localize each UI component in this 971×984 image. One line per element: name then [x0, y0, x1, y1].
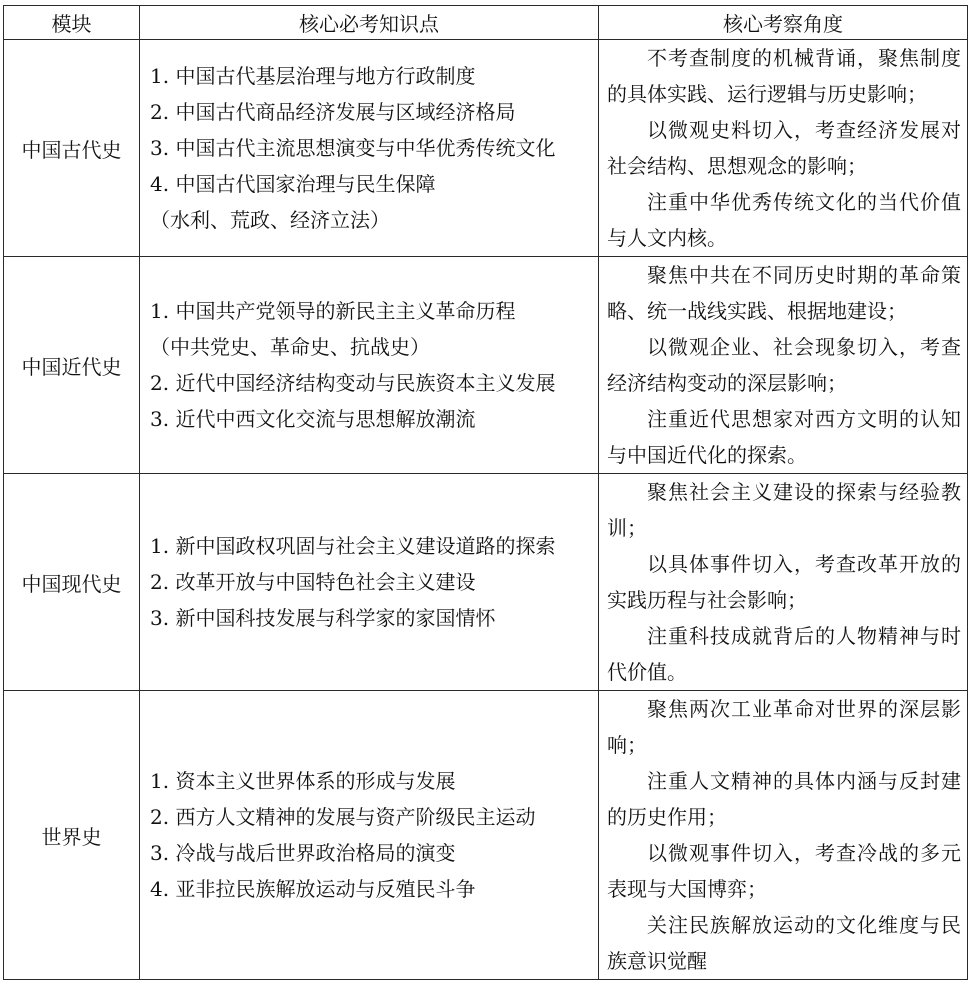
- header-module: 模块: [4, 6, 140, 40]
- point-item: 1. 新中国政权巩固与社会主义建设道路的探索: [150, 534, 556, 558]
- point-item: 2. 中国古代商品经济发展与区域经济格局: [150, 100, 516, 124]
- angle-paragraph: 聚焦中共在不同历史时期的革命策略、统一战线实践、根据地建设；: [607, 263, 961, 323]
- points-cell: [140, 40, 599, 257]
- point-item: 1. 中国古代基层治理与地方行政制度: [150, 64, 476, 88]
- point-item: 2. 改革开放与中国特色社会主义建设: [150, 570, 476, 594]
- points-cell: [140, 257, 599, 474]
- header-angles: 核心考察角度: [599, 6, 968, 40]
- table-row: [4, 40, 968, 257]
- angle-paragraph: 以微观史料切入，考查经济发展对社会结构、思想观念的影响；: [607, 118, 961, 178]
- table-row: [4, 474, 968, 691]
- point-item: 4. 亚非拉民族解放运动与反殖民斗争: [150, 877, 476, 901]
- point-item: 1. 中国共产党领导的新民主主义革命历程: [150, 299, 516, 323]
- points-cell: [140, 474, 599, 691]
- point-item: 1. 资本主义世界体系的形成与发展: [150, 769, 456, 793]
- point-note: （水利、荒政、经济立法）: [150, 208, 390, 232]
- angle-paragraph: 注重人文精神的具体内涵与反封建的历史作用；: [607, 769, 961, 829]
- angle-paragraph: 以微观企业、社会现象切入，考查经济结构变动的深层影响；: [607, 335, 961, 395]
- angle-paragraph: 不考查制度的机械背诵，聚焦制度的具体实践、运行逻辑与历史影响；: [607, 46, 961, 106]
- table-row: [4, 691, 968, 980]
- module-cell: 中国现代史: [4, 474, 140, 691]
- angles-cell: [599, 40, 968, 257]
- angle-paragraph: 关注民族解放运动的文化维度与民族意识觉醒: [607, 913, 961, 973]
- angles-cell: [599, 474, 968, 691]
- angle-paragraph: 以微观事件切入，考查冷战的多元表现与大国博弈；: [607, 841, 961, 901]
- points-cell: [140, 691, 599, 980]
- table-row: [4, 257, 968, 474]
- angle-paragraph: 注重近代思想家对西方文明的认知与中国近代化的探索。: [607, 407, 961, 467]
- module-cell: 中国近代史: [4, 257, 140, 474]
- point-note: （中共党史、革命史、抗战史）: [150, 335, 430, 359]
- angles-cell: [599, 257, 968, 474]
- angles-cell: [599, 691, 968, 980]
- angle-paragraph: 注重科技成就背后的人物精神与时代价值。: [607, 624, 961, 684]
- module-cell: 世界史: [4, 691, 140, 980]
- angle-paragraph: 注重中华优秀传统文化的当代价值与人文内核。: [607, 190, 961, 250]
- point-item: 3. 新中国科技发展与科学家的家国情怀: [150, 606, 496, 630]
- angle-paragraph: 聚焦社会主义建设的探索与经验教训；: [607, 480, 961, 540]
- point-item: 3. 冷战与战后世界政治格局的演变: [150, 841, 456, 865]
- header-points: 核心必考知识点: [140, 6, 599, 40]
- angle-paragraph: 以具体事件切入，考查改革开放的实践历程与社会影响；: [607, 552, 961, 612]
- point-item: 3. 近代中西文化交流与思想解放潮流: [150, 407, 476, 431]
- point-item: 2. 近代中国经济结构变动与民族资本主义发展: [150, 371, 556, 395]
- syllabus-table: [3, 5, 968, 980]
- module-cell: 中国古代史: [4, 40, 140, 257]
- point-item: 3. 中国古代主流思想演变与中华优秀传统文化: [150, 136, 556, 160]
- header-row: [4, 6, 968, 40]
- point-item: 2. 西方人文精神的发展与资产阶级民主运动: [150, 805, 536, 829]
- point-item: 4. 中国古代国家治理与民生保障: [150, 172, 436, 196]
- angle-paragraph: 聚焦两次工业革命对世界的深层影响；: [607, 697, 961, 757]
